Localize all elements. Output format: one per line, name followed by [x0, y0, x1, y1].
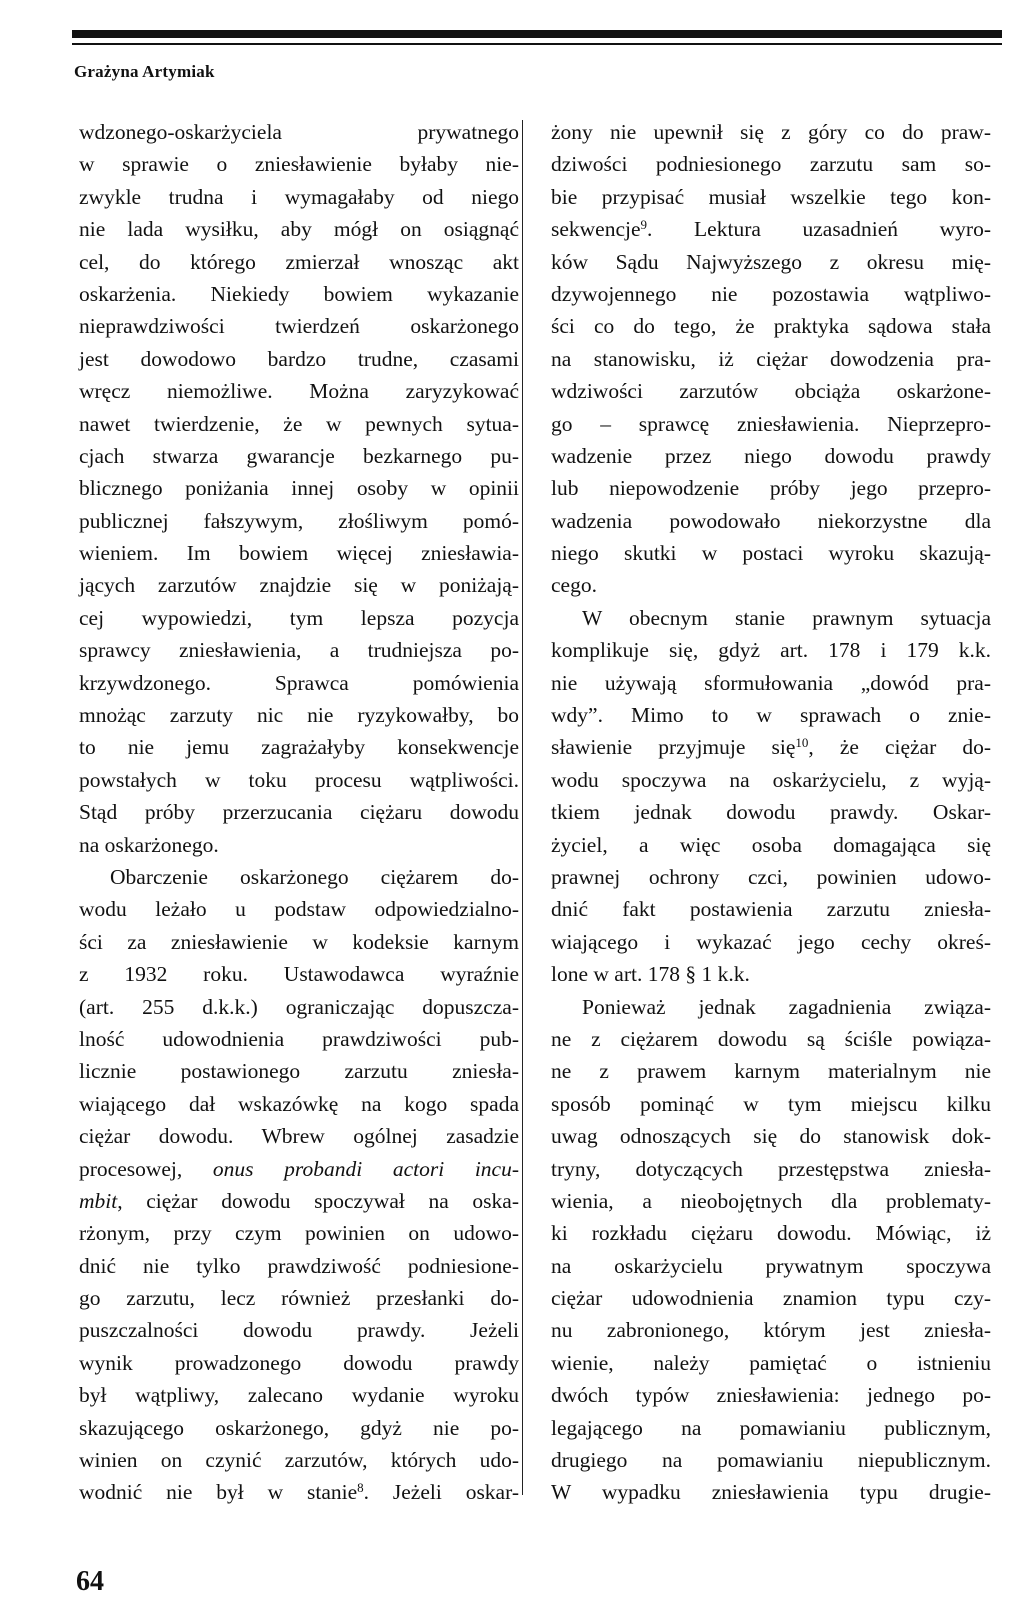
page-number: 64 — [76, 1566, 104, 1597]
text-line: W wypadku zniesławienia typu drugie- — [551, 1480, 991, 1505]
text-line: wodu leżało u podstaw odpowiedzialno- — [79, 897, 519, 922]
text-line: wadzenia powodowało niekorzystne dla — [551, 508, 991, 533]
text-line: na oskarżycielu prywatnym spoczywa — [551, 1253, 991, 1278]
right-text-column — [551, 116, 991, 1509]
footnote-marker: 10 — [795, 735, 809, 751]
text-line: mnożąc zarzuty nic nie ryzykowałby, bo — [79, 703, 519, 728]
text-line: prawnej ochrony czci, powinien udowo- — [551, 864, 991, 889]
text-line: był wątpliwy, zalecano wydanie wyroku — [79, 1383, 519, 1408]
text-line: blicznego poniżania innej osoby w opinii — [79, 476, 519, 501]
text-line: dziwości podniesionego zarzutu sam so- — [551, 152, 991, 177]
column-divider — [522, 120, 523, 1495]
text-line: na oskarżonego. — [79, 832, 219, 857]
text-line: cego. — [551, 573, 597, 598]
text-line: jest dowodowo bardzo trudne, czasami — [79, 346, 519, 371]
footnote-marker: 9 — [640, 217, 648, 233]
text-line: nie używają sformułowania „dowód pra- — [551, 670, 991, 695]
text-line: lone w art. 178 § 1 k.k. — [551, 962, 750, 987]
text-line: na stanowisku, iż ciężar dowodzenia pra- — [551, 346, 991, 371]
text-line: cel, do którego zmierzał wnosząc akt — [79, 249, 519, 274]
text-line: wręcz niemożliwe. Można zaryzykować — [79, 379, 519, 404]
text-line: procesowej, onus probandi actori incu- — [79, 1156, 520, 1181]
text-line: winien on czynić zarzutów, których udo- — [79, 1448, 519, 1473]
text-line: sławienie przyjmuje się$^{10}$, że ciężar do- — [551, 735, 991, 760]
text-line: lność udowodnienia prawdziwości pub- — [79, 1026, 519, 1051]
text-line: ki rozkładu ciężaru dowodu. Mówiąc, iż — [551, 1221, 991, 1246]
text-line: wienie, należy pamiętać o istnieniu — [551, 1350, 991, 1375]
text-line: wiającego i wykazać jego cechy okreś- — [551, 929, 991, 954]
text-line: powstałych w toku procesu wątpliwości. — [79, 767, 519, 792]
text-line: ciężar dowodu. Wbrew ogólnej zasadzie — [79, 1124, 519, 1149]
running-header-author: Grażyna Artymiak — [74, 62, 215, 81]
text-line: ne z prawem karnym materialnym nie — [551, 1059, 991, 1084]
text-line: jących zarzutów znajdzie się w poniżają- — [79, 573, 519, 598]
text-line: wdy”. Mimo to w sprawach o znie- — [551, 703, 991, 728]
text-line: wdzonego-oskarżyciela prywatnego — [79, 120, 519, 144]
text-line: wynik prowadzonego dowodu prawdy — [79, 1350, 519, 1375]
text-line: wadzenie przez niego dowodu prawdy — [551, 443, 991, 468]
text-line: nawet twierdzenie, że w pewnych sytua- — [79, 411, 519, 436]
header-rule-thick — [72, 30, 1002, 38]
text-line: ści za zniesławienie w kodeksie karnym — [79, 929, 519, 954]
text-line: wodu spoczywa na oskarżycielu, z wyją- — [551, 767, 991, 792]
text-line: w sprawie o zniesławienie byłaby nie- — [79, 152, 519, 177]
text-line: W obecnym stanie prawnym sytuacja — [582, 605, 991, 630]
text-line: dnić nie tylko prawdziwość podniesione- — [79, 1253, 519, 1278]
text-line: Stąd próby przerzucania ciężaru dowodu — [79, 800, 519, 825]
text-line: tryny, dotyczących przestępstwa zniesła- — [551, 1156, 991, 1181]
text-line: krzywdzonego. Sprawca pomówienia — [79, 670, 519, 695]
text-line: go – sprawcę zniesławienia. Nieprzepro- — [551, 411, 991, 436]
text-line: go zarzutu, lecz również przesłanki do- — [79, 1286, 519, 1311]
text-line: Obarczenie oskarżonego ciężarem do- — [110, 864, 519, 889]
text-line: puszczalności dowodu prawdy. Jeżeli — [79, 1318, 519, 1343]
text-line: sprawcy zniesławienia, a trudniejsza po- — [79, 638, 519, 663]
text-line: lub niepowodzenie próby jego przepro- — [551, 476, 991, 501]
text-line: sekwencje$^9$. Lektura uzasadnień wyro- — [551, 217, 991, 242]
text-line: życiel, a więc osoba domagająca się — [551, 832, 991, 857]
text-line: publicznej fałszywym, złośliwym pomó- — [79, 508, 519, 533]
text-line: wodnić nie był w stanie$^8$. Jeżeli oskar- — [79, 1480, 519, 1505]
text-line: dnić fakt postawienia zarzutu zniesła- — [551, 897, 991, 922]
text-line: żony nie upewnił się z góry co do praw- — [551, 120, 991, 144]
text-line: wienia, a nieobojętnych dla problematy- — [551, 1188, 991, 1213]
text-line: z 1932 roku. Ustawodawca wyraźnie — [79, 962, 519, 987]
text-line: dzywojennego nie pozostawia wątpliwo- — [551, 281, 991, 306]
text-line: tkiem jednak dowodu prawdy. Oskar- — [551, 800, 991, 825]
text-line: cjach stwarza gwarancje bezkarnego pu- — [79, 443, 519, 468]
left-text-column — [79, 116, 519, 1509]
header-rule-thin — [72, 43, 1002, 45]
text-line: mbit, ciężar dowodu spoczywał na oska- — [79, 1188, 519, 1213]
text-line: sposób pominąć w tym miejscu kilku — [551, 1091, 991, 1116]
text-line: wiającego dał wskazówkę na kogo spada — [79, 1091, 519, 1116]
text-line: uwag odnoszących się do stanowisk dok- — [551, 1124, 991, 1149]
text-line: ne z ciężarem dowodu są ściśle powiąza- — [551, 1026, 991, 1051]
text-line: rżonym, przy czym powinien on udowo- — [79, 1221, 519, 1246]
text-line: wieniem. Im bowiem więcej zniesławia- — [79, 541, 519, 566]
text-line: skazującego oskarżonego, gdyż nie po- — [79, 1415, 519, 1440]
text-line: cej wypowiedzi, tym lepsza pozycja — [79, 605, 519, 630]
text-line: legającego na pomawianiu publicznym, — [551, 1415, 991, 1440]
text-line: niego skutki w postaci wyroku skazują- — [551, 541, 991, 566]
text-line: Ponieważ jednak zagadnienia związa- — [582, 994, 991, 1019]
text-line: ków Sądu Najwyższego z okresu mię- — [551, 249, 991, 274]
text-line: licznie postawionego zarzutu zniesła- — [79, 1059, 519, 1084]
text-line: wdziwości zarzutów obciąża oskarżone- — [551, 379, 991, 404]
text-line: (art. 255 d.k.k.) ograniczając dopuszcza- — [79, 994, 519, 1019]
text-line: drugiego na pomawianiu niepublicznym. — [551, 1448, 991, 1473]
text-line: nieprawdziwości twierdzeń oskarżonego — [79, 314, 519, 339]
text-line: dwóch typów zniesławienia: jednego po- — [551, 1383, 991, 1408]
text-line: oskarżenia. Niekiedy bowiem wykazanie — [79, 281, 519, 306]
text-line: ści co do tego, że praktyka sądowa stała — [551, 314, 991, 339]
text-line: ciężar udowodnienia znamion typu czy- — [551, 1286, 991, 1311]
text-line: komplikuje się, gdyż art. 178 i 179 k.k. — [551, 638, 991, 663]
text-line: bie przypisać musiał wszelkie tego kon- — [551, 184, 991, 209]
text-line: nie lada wysiłku, aby mógł on osiągnąć — [79, 217, 519, 242]
footnote-marker: 8 — [357, 1480, 364, 1496]
text-line: to nie jemu zagrażałyby konsekwencje — [79, 735, 519, 760]
text-line: nu zabronionego, którym jest zniesła- — [551, 1318, 991, 1343]
text-line: zwykle trudna i wymagałaby od niego — [79, 184, 519, 209]
